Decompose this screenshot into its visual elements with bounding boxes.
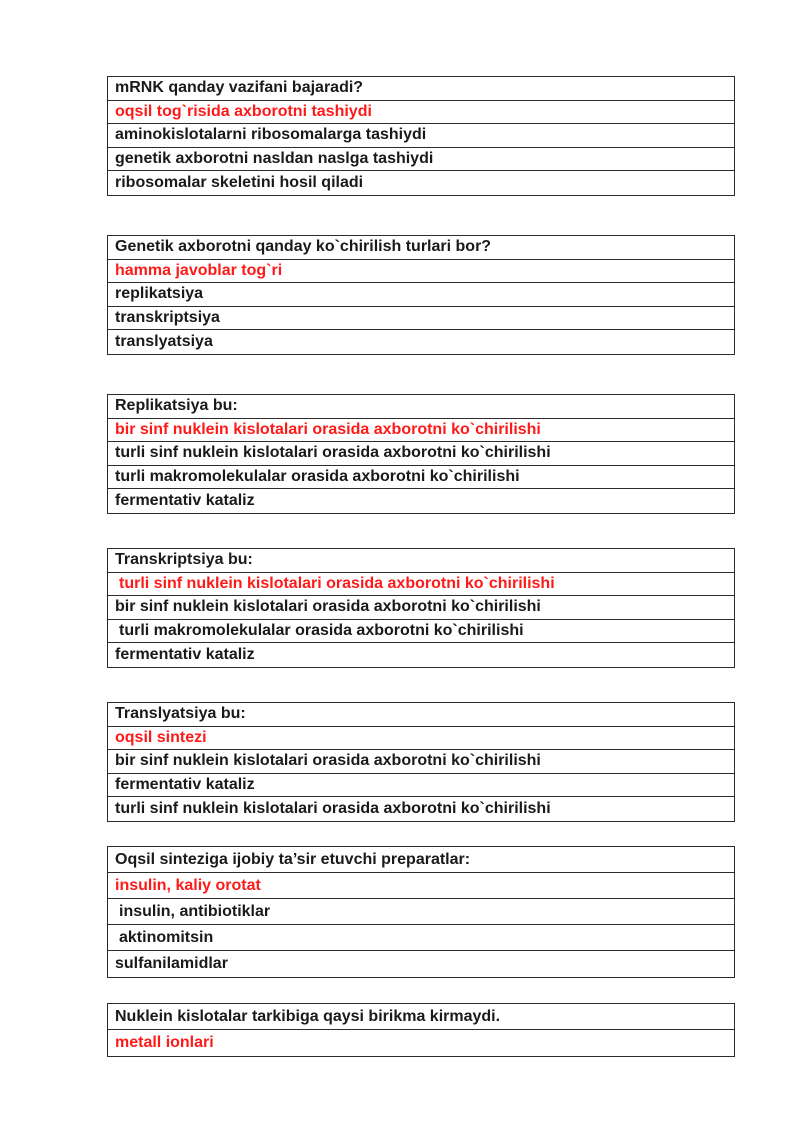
answer-option: fermentativ kataliz: [115, 492, 255, 510]
question-text: Nuklein kislotalar tarkibiga qaysi birikma kirmaydi.: [108, 1004, 734, 1030]
answer-option: turli sinf nuklein kislotalari orasida axborotni ko`chirilishi: [108, 442, 734, 466]
answer-option: replikatsiya: [108, 283, 734, 307]
answer-option: turli sinf nuklein kislotalari orasida axborotni ko`chirilishi: [115, 800, 551, 818]
correct-answer: bir sinf nuklein kislotalari orasida axborotni ko`chirilishi: [108, 419, 734, 443]
answer-option: translyatsiya: [115, 333, 213, 351]
question-text: Genetik axborotni qanday ko`chirilish turlari bor?: [108, 236, 734, 260]
answer-option: bir sinf nuklein kislotalari orasida axborotni ko`chirilishi: [108, 750, 734, 774]
correct-answer: turli sinf nuklein kislotalari orasida axborotni ko`chirilishi: [108, 573, 734, 597]
question-text: Transkriptsiya bu:: [108, 549, 734, 573]
answer-option: turli makromolekulalar orasida axborotni ko`chirilishi: [108, 466, 734, 490]
correct-answer: oqsil sintezi: [108, 727, 734, 751]
answer-option: insulin, antibiotiklar: [108, 899, 734, 925]
correct-answer: hamma javoblar tog`ri: [108, 260, 734, 284]
question-table-4: [107, 548, 735, 668]
answer-option: bir sinf nuklein kislotalari orasida axborotni ko`chirilishi: [108, 596, 734, 620]
answer-option: aktinomitsin: [108, 925, 734, 951]
answer-option: aminokislotalarni ribosomalarga tashiydi: [108, 124, 734, 148]
answer-option: genetik axborotni nasldan naslga tashiydi: [108, 148, 734, 172]
question-table-5: [107, 702, 735, 822]
question-table-6: [107, 846, 735, 978]
answer-option: sulfanilamidlar: [115, 955, 228, 972]
question-table-2: [107, 235, 735, 355]
correct-answer: insulin, kaliy orotat: [108, 873, 734, 899]
question-text: Translyatsiya bu:: [108, 703, 734, 727]
question-table-7: [107, 1003, 735, 1057]
answer-option: turli makromolekulalar orasida axborotni ko`chirilishi: [108, 620, 734, 644]
answer-option: fermentativ kataliz: [108, 774, 734, 798]
correct-answer: oqsil tog`risida axborotni tashiydi: [108, 101, 734, 125]
question-table-1: [107, 76, 735, 196]
question-text: Oqsil sinteziga ijobiy ta’sir etuvchi preparatlar:: [108, 847, 734, 873]
answer-option: ribosomalar skeletini hosil qiladi: [115, 174, 364, 192]
correct-answer: metall ionlari: [115, 1034, 214, 1051]
question-table-3: [107, 394, 735, 514]
question-text: Replikatsiya bu:: [108, 395, 734, 419]
answer-option: fermentativ kataliz: [115, 646, 255, 664]
question-text: mRNK qanday vazifani bajaradi?: [108, 77, 734, 101]
answer-option: transkriptsiya: [108, 307, 734, 331]
